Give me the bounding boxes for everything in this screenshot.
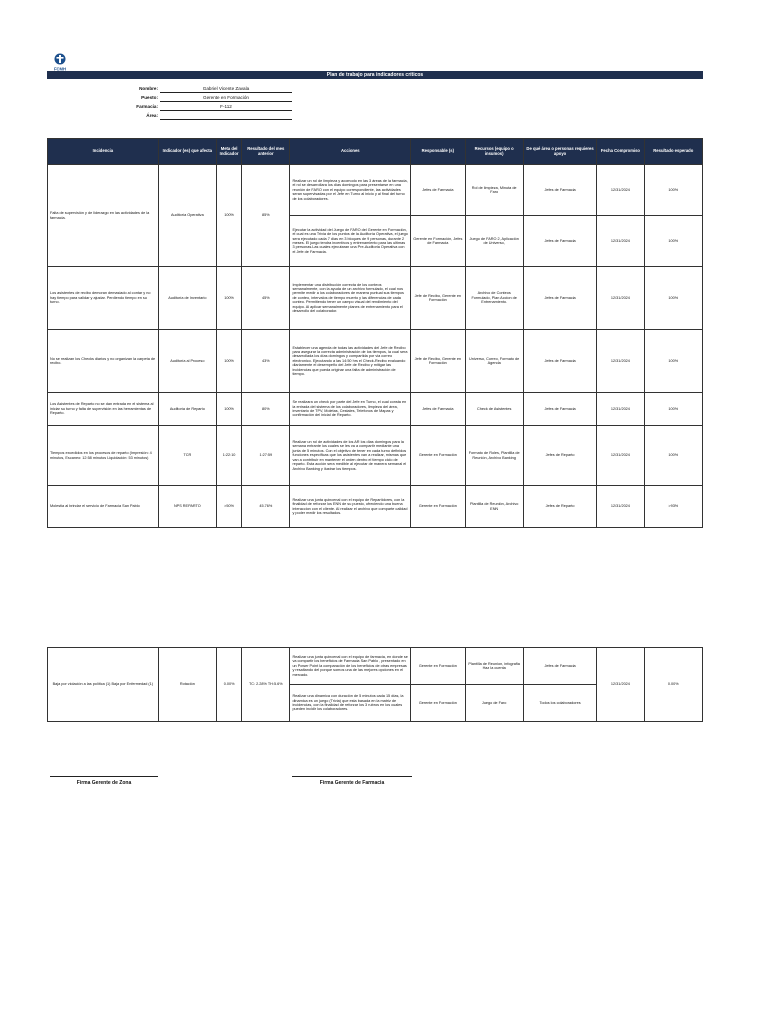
- cell-recursos: Check de Asistentes: [465, 393, 523, 426]
- cell-incidencia: Molestia al brindar el servicio de Farmacia San Pablo: [48, 486, 159, 528]
- cell-meta: 100%: [217, 267, 242, 330]
- cell-resultado-esperado: 100%: [644, 330, 702, 393]
- header-incidencia: Incidencia: [48, 139, 159, 165]
- cell-apoyo: Jefes de Reparto: [523, 426, 596, 486]
- cell-resultado-esperado: 100%: [644, 267, 702, 330]
- bottom-accion-1: Realizar una junta quincenal con el equipo de farmacia, en donde se va compartir los beneficios de Farmacia San Pablo , presentado en un Power Point la comparación de los beneficios de otras empresas y resaltando del porque somos una de las mejores opciones en el mercado.: [290, 648, 411, 685]
- bottom-apoyo-1: Jefes de Farmacia: [523, 648, 596, 685]
- bottom-accion-2: Realizar una dinamica con duración de 5 minutos cada 15 días, la dinamica es un juego (Trivia) que esta basada en la matriz de incidencias, con la finalidad de reforzar los 3 rubros en los cuales pueden incidir los colaboradores.: [290, 685, 411, 722]
- cell-fecha: 12/31/2024: [597, 426, 644, 486]
- header-responsable: Responsable (s): [411, 139, 465, 165]
- cell-apoyo: Jefes de Farmacia: [523, 330, 596, 393]
- cell-responsable: Gerente en Formación, Jefes de Farmacia: [411, 216, 465, 267]
- table-row: [48, 267, 703, 330]
- cell-resultado-esperado: 100%: [644, 216, 702, 267]
- cell-apoyo: Jefes de Farmacia: [523, 393, 596, 426]
- cell-fecha: 12/31/2024: [597, 267, 644, 330]
- cell-accion: Se realizara un check por parte del Jefe en Turno, el cual consta en la entrada del sistema de los colaboradores, limpieza del área, inventario de TPV, Moletas, Cestales, Telefonos de Mapas y confirmación del inicial de Reparto.: [290, 393, 411, 426]
- cell-meta: 100%: [217, 393, 242, 426]
- cell-accion: Realizar un rol de limpieza y acomodo en las 3 áreas de la farmacia, el rol se desarrollara los días domingos para presentarse en una reunión de FARO con el equipo correspondiente, las actividades seran supervisadas por el Jefe en Turno al inicio y al final del turno de los colaboradores.: [290, 165, 411, 216]
- cell-recursos: Archivo de Conteos Formulado, Plan Accion de Entrenamiento.: [465, 267, 523, 330]
- cell-indicador: Auditoría de Inventario: [158, 267, 216, 330]
- table-row: [48, 165, 703, 216]
- cell-fecha: 12/31/2024: [597, 216, 644, 267]
- company-logo: [50, 52, 70, 72]
- area-value: [160, 113, 292, 120]
- farmacia-value: F-112: [160, 104, 292, 111]
- table-row: [48, 393, 703, 426]
- cell-meta: 100%: [217, 330, 242, 393]
- cell-indicador: Auditoría Operativa: [158, 165, 216, 267]
- cell-indicador: Auditoría al Proceso: [158, 330, 216, 393]
- nombre-label: Nombre:: [139, 86, 158, 91]
- bottom-resultado: 0.00%: [644, 648, 702, 722]
- bottom-fecha: 12/31/2024: [597, 648, 644, 722]
- cell-apoyo: Jefes de Farmacia: [523, 267, 596, 330]
- cell-resultado-mes: 45.76%: [242, 486, 290, 528]
- cell-recursos: Rol de limpieza, Minuta de Faro: [465, 165, 523, 216]
- cell-meta: 100%: [217, 165, 242, 267]
- cell-fecha: 12/31/2024: [597, 486, 644, 528]
- table-row: [48, 426, 703, 486]
- cell-resultado-esperado: 100%: [644, 426, 702, 486]
- table-row: [48, 330, 703, 393]
- cell-apoyo: Jefes de Farmacia: [523, 165, 596, 216]
- cell-accion: Implementar una distribución correcta de los conteos semanalmente, con la ayuda de un archivo formulado, el cual nos permite medir a los colaboradores de manera puntual sus tiempos de conteo, intervalos de tiempo muerto y las diferencias de cada conteo. Permitiendo tener un campo visual del rendimiento del equipo. Al aplicar semanalmente planes de entrenamiento para el desarrollo del colaborador.: [290, 267, 411, 330]
- bottom-meta: 0.00%: [217, 648, 242, 722]
- cell-accion: Realizar una junta quincenal con el equipo de Repartidores, con la finalidad de reforzar los ENN de su puesto, ofreciendo una buena interaccion con el cliente. Al realizar el archivo que comparte calidad y poder medir los resultados.: [290, 486, 411, 528]
- page-title: Plan de trabajo para indicadores críticos: [47, 71, 703, 79]
- cell-resultado-esperado: 100%: [644, 393, 702, 426]
- action-plan-body: [48, 165, 703, 528]
- cell-apoyo: Jefes de Reparto: [523, 486, 596, 528]
- cell-responsable: Gerente en Formación: [411, 486, 465, 528]
- cell-fecha: 12/31/2024: [597, 393, 644, 426]
- header-indicador: Indicador (es) que afecta: [158, 139, 216, 165]
- header-resultado-mes: Resultado del mes anterior: [242, 139, 290, 165]
- cell-responsable: Jefes de Farmacia: [411, 393, 465, 426]
- bottom-responsable-2: Gerente en Formación: [411, 685, 465, 722]
- cell-incidencia: Falta de supervisión y de liderazgo en las actividades de la farmacia.: [48, 165, 159, 267]
- cell-indicador: NPS REPARTO: [158, 486, 216, 528]
- cell-incidencia: Los asistentes de recibo demoran demasiado al contar y no hay tiempo para validar y ajustar. Perdiendo tiempo en su turno.: [48, 267, 159, 330]
- cell-responsable: Jefe de Recibo, Gerente en Formación: [411, 330, 465, 393]
- cell-accion: Ejecutar la actividad del Juego de FARO del Gerente en Formación, el cual es una Trivia de los puntos de la Auditoría Operativa, el juego sera ejecutado cada 7 días en 3 bloques de 9 personas, durante 2 meses. El juego tendra incentivos y entrenamiento para las ultimas 3 personas.Las cuales ejecutaran una Pre-Auditoria Operativa con el Jefe de Farmacia.: [290, 216, 411, 267]
- bottom-indicador: Rotación: [158, 648, 216, 722]
- cell-fecha: 12/31/2024: [597, 165, 644, 216]
- cell-incidencia: Los Asistentes de Reparto no se dan entrada en el sistema al iniciar su turno y falta de supervisión en las herramientas de Reparto.: [48, 393, 159, 426]
- signature-farmacia: Firma Gerente de Farmacia: [292, 776, 412, 786]
- bottom-recursos-2: Juego de Faro: [465, 685, 523, 722]
- cell-recursos: Plantilla de Reunión, Archivo ENN: [465, 486, 523, 528]
- cell-recursos: Juego de FARO 2, Aplicación de Universo,: [465, 216, 523, 267]
- header-fecha: Fecha Compromiso: [597, 139, 644, 165]
- logo-text: FCMH: [53, 66, 67, 72]
- cell-responsable: Jefes de Farmacia: [411, 165, 465, 216]
- area-label: Área:: [146, 113, 158, 118]
- cell-indicador: Auditoría de Reparto: [158, 393, 216, 426]
- cell-apoyo: Jefes de Farmacia: [523, 216, 596, 267]
- bottom-apoyo-2: Todos los colaboradores: [523, 685, 596, 722]
- header-meta: Meta del Indicador: [217, 139, 242, 165]
- cell-resultado-mes: 85%: [242, 165, 290, 267]
- cell-indicador: TCR: [158, 426, 216, 486]
- bottom-responsable-1: Gerente en Formación: [411, 648, 465, 685]
- cell-recursos: Formato de Roles, Plantilla de Reunión, Archivo Banking: [465, 426, 523, 486]
- bottom-recursos-1: Plantilla de Reunion, infografia Haz la cuenta: [465, 648, 523, 685]
- puesto-label: Puesto:: [141, 95, 158, 100]
- bottom-resultado-mes: TC: 2.28% TH:5.6%: [242, 648, 290, 722]
- cell-incidencia: No se realizan los Checks diarios y no organizan la carpeta de recibo.: [48, 330, 159, 393]
- header-apoyo: De qué área o personas requieres apoyo: [523, 139, 596, 165]
- cell-resultado-mes: 1:27:59: [242, 426, 290, 486]
- action-plan-table: [47, 138, 703, 528]
- farmacia-label: Farmacia:: [136, 104, 158, 109]
- cell-resultado-mes: 45%: [242, 267, 290, 330]
- cell-meta: >50%: [217, 486, 242, 528]
- cell-fecha: 12/31/2024: [597, 330, 644, 393]
- cell-incidencia: Tiempos excedidos en los procesos de reparto (Impresión: 4 minutos, Escaneo: 12:58 minutos Liquidación: 53 minutos): [48, 426, 159, 486]
- cell-responsable: Gerente en Formación: [411, 426, 465, 486]
- cell-meta: 1:22:10: [217, 426, 242, 486]
- cell-accion: Establecer una agenda de todas las actividades del Jefe de Recibo para asegurar la correcta administración de los tiempos, la cual sera desarrollada los días domingos y compartida por via correo electronico. Ejecutando a las 14:50 hrs el Check-Recibo evaluando diariamente el desempeño del Jefe de Recibo y mitigar las incidencias que pueda originar una falta de administración de tiempo.: [290, 330, 411, 393]
- header-resultado-esperado: Resultado esperado: [644, 139, 702, 165]
- rotation-table: [47, 647, 703, 722]
- nombre-value: Gabriel Vicente Zavala: [160, 86, 292, 93]
- table-row: [48, 486, 703, 528]
- cell-accion: Realizar un rol de actividades de los AR los días domingos para la semana entrante los cuales se les va a compartir mediante una junta de 5 minutos. Con el objetivo de tener en cada turno definidos funciones especificas que los asistentes van a realizar, mismas que van a contribuir en mantener el orden dentro el tiempo ciclo de reparto. Esta acción sera medible al ejecutar de manera semanal el Archivo Banking y ilustrar los tiempos.: [290, 426, 411, 486]
- cell-responsable: Jefe de Recibo, Gerente en Formación: [411, 267, 465, 330]
- signature-zona: Firma Gerente de Zona: [50, 776, 158, 786]
- cell-resultado-esperado: 100%: [644, 165, 702, 216]
- header-recursos: Recursos (equipo o insumos): [465, 139, 523, 165]
- puesto-value: Gerente en Formación: [160, 95, 292, 102]
- cell-recursos: Universo, Correo, Formato de Agenda: [465, 330, 523, 393]
- bottom-incidencia: Baja por violación a las política (1) Baja por Enfermedad (1): [48, 648, 159, 722]
- header-acciones: Acciones: [290, 139, 411, 165]
- cell-resultado-mes: 80%: [242, 393, 290, 426]
- cell-resultado-mes: 43%: [242, 330, 290, 393]
- cell-resultado-esperado: >93%: [644, 486, 702, 528]
